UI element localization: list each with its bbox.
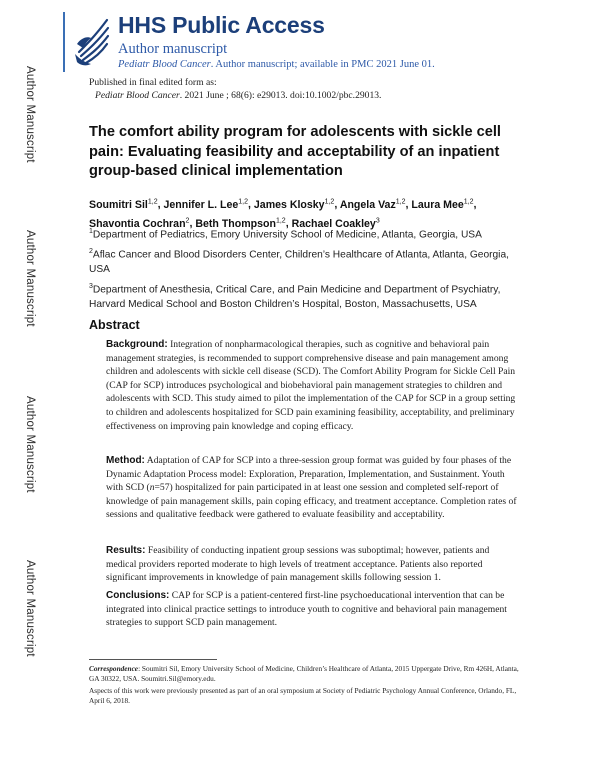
author (89, 199, 158, 211)
header-divider (63, 12, 65, 72)
author-name: Rachael Coakley (291, 217, 376, 230)
affiliation-number: 3 (89, 283, 93, 290)
affiliation-1 (89, 224, 529, 242)
affiliation-number: 1 (89, 228, 93, 235)
affiliation-text: Aflac Cancer and Blood Disorders Center, Children’s Healthcare of Atlanta, Atlanta, Georgia, USA (89, 249, 509, 276)
publication-info (89, 76, 381, 102)
published-label: Published in final edited form as: (89, 77, 217, 88)
method-text-before: Adaptation of CAP for SCP into a three-session group format was guided by four phases of the Dynamic Adaptation Process model: Exploration, Preparation, Implementation, and Sustainment. Youth with SCD ( (106, 455, 512, 494)
author-name: James Klosky (253, 198, 325, 211)
method-text-after: =57) hospitalized for pain participated in at least one session and completed self-report of knowledge of pain management skills, pain coping efficacy, and treatment acceptance. Completion rates of sessions and qualitative feedback were gathered to evaluate feasibility and acceptability. (106, 482, 517, 521)
affiliation-3 (89, 279, 529, 312)
author (340, 199, 406, 211)
author-name: Laura Mee (411, 198, 464, 211)
presentation-footnote: Aspects of this work were previously presented as part of an oral symposium at Society of Pediatric Psychology Annual Conference, Orlando, FL, April 6, 2018. (89, 686, 517, 706)
citation-line (89, 89, 381, 102)
method-label: Method: (106, 455, 145, 466)
results-text: Feasibility of conducting inpatient group sessions was suboptimal; however, patients and medical providers reported moderate to high levels of treatment acceptance. Patients also reported significant improvements in knowledge of pain management skills following session 1. (106, 545, 490, 584)
abstract-background (106, 338, 521, 433)
sidebar-label-author-manuscript: Author Manuscript (24, 230, 36, 327)
hhs-public-access-title: HHS Public Access (118, 12, 325, 38)
correspondence-footnote: Correspondence: Soumitri Sil, Emory University School of Medicine, Children’s Healthcare of Atlanta, 2015 Uppergate Drive, Rm 426H, Atlanta, GA 30322, USA. Soumitri.Sil@emory.edu. (89, 664, 519, 684)
author-affiliation-number: 3 (375, 217, 380, 225)
abstract-conclusions (106, 589, 521, 630)
author-affiliation-number: 1,2 (238, 198, 249, 205)
article-title: The comfort ability program for adolescents with sickle cell pain: Evaluating feasibility and acceptability of an inpatient group-based clinical implementation (89, 124, 501, 179)
conclusions-text: CAP for SCP is a patient-centered first-line psychoeducational intervention that can be integrated into clinical practice settings to introduce youth to cognitive and behavioral pain management strategies to support SCD pain management. (106, 590, 507, 629)
author-list: Soumitri Sil$^{1,2}$, Jennifer L. Lee$^{1,2}$, James Klosky$^{1,2}$, Angela Vaz$^{1,2}$, Laura Mee$^{1,2}$, Shavontia Cochran$^2$, Beth Thompson$^{1,2}$, Rachael Coakley$^3$ (89, 198, 477, 230)
abstract-method (106, 454, 521, 522)
citation-journal: Pediatr Blood Cancer (95, 90, 180, 101)
affiliation-2 (89, 244, 529, 277)
author-name: Soumitri Sil (89, 198, 148, 211)
author-affiliation-number: 1,2 (463, 198, 474, 205)
author-name: Angela Vaz (339, 198, 396, 211)
footnote-divider (89, 659, 217, 660)
conclusions-label: Conclusions: (106, 590, 170, 601)
affiliation-text: Department of Anesthesia, Critical Care, and Pain Medicine and Department of Psychiatry, Harvard Medical School and Boston Children’s Hospital, Boston, Massachusetts, USA (89, 284, 501, 311)
method-n-symbol: n (149, 482, 155, 494)
author-name: Shavontia Cochran (89, 217, 186, 230)
sidebar-label-author-manuscript: Author Manuscript (24, 396, 36, 493)
author-affiliation-number: 1,2 (147, 198, 158, 205)
correspondence-text: Soumitri Sil, Emory University School of Medicine, Children’s Healthcare of Atlanta, 2015 Uppergate Drive, Rm 426H, Atlanta, GA 30322, USA. Soumitri.Sil@emory.edu. (89, 664, 519, 684)
author-manuscript-label: Author manuscript (118, 41, 228, 57)
author-affiliation-number: 1,2 (275, 217, 286, 225)
author-affiliation-number: 2 (185, 217, 190, 225)
author-name: Beth Thompson (195, 217, 276, 230)
author-affiliation-number: 1,2 (324, 198, 335, 205)
sidebar-label-author-manuscript: Author Manuscript (24, 66, 36, 163)
author-affiliation-number: 1,2 (395, 198, 406, 205)
affiliation-text: Department of Pediatrics, Emory University School of Medicine, Atlanta, Georgia, USA (92, 229, 482, 241)
correspondence-label: Correspondence (89, 664, 139, 673)
author (411, 199, 473, 211)
results-label: Results: (106, 545, 146, 556)
availability-text: . Author manuscript; available in PMC 2021 June 01. (210, 59, 435, 70)
abstract-results (106, 544, 521, 585)
journal-name[interactable]: Pediatr Blood Cancer (118, 59, 211, 70)
background-label: Background: (106, 339, 168, 350)
author (254, 199, 334, 211)
hhs-eagle-logo-icon (73, 14, 111, 70)
journal-availability-line (118, 59, 435, 70)
author-name: Jennifer L. Lee (163, 198, 239, 211)
left-margin-sidebar (0, 0, 46, 776)
sidebar-label-author-manuscript: Author Manuscript (24, 560, 36, 657)
author (164, 199, 249, 211)
citation-details: . 2021 June ; 68(6): e29013. doi:10.1002/pbc.29013. (179, 90, 382, 101)
background-text: Integration of nonpharmacological therapies, such as cognitive and behavioral pain management strategies, is recommended to support comprehensive disease and pain management among children and adolescents with sickle cell disease (SCD). The Comfort Ability Program for Sickle Cell Pain (CAP for SCP) introduces psychological and biobehavioral pain management strategies to children and adolescents with SCD. This study aimed to pilot the implementation of the CAP for SCP in a group setting to children and adolescents hospitalized for SCD pain examining feasibility, acceptability, and preliminary effectiveness on improving pain knowledge and coping efficacy. (106, 339, 516, 432)
affiliation-number: 2 (89, 248, 93, 255)
abstract-heading: Abstract (89, 318, 140, 332)
